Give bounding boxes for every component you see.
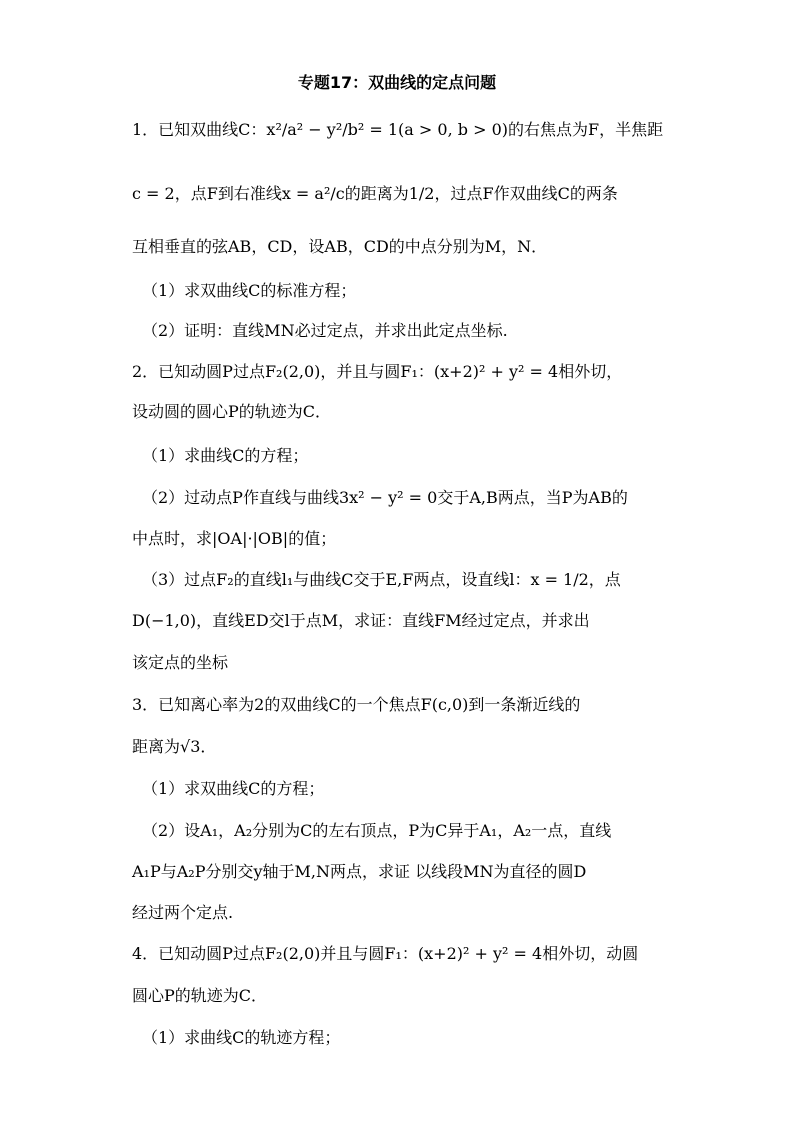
problem-2-part-3: （3）过点F₂的直线l₁与曲线C交于E,F两点，设直线l：x = 1/2，点: [142, 570, 621, 589]
problem-2-part-3-cont-1: D(−1,0)，直线ED交l于点M，求证：直线FM经过定点，并求出: [132, 611, 590, 630]
problem-3-part-1: （1）求双曲线C的方程；: [142, 779, 325, 798]
problem-3-line-2: 距离为√3．: [132, 737, 217, 756]
problem-1-line-2: c = 2，点F到右准线x = a²/c的距离为1/2，过点F作双曲线C的两条: [132, 184, 618, 203]
problem-1-line-3: 互相垂直的弦AB，CD，设AB，CD的中点分别为M，N．: [132, 237, 548, 256]
problem-2-line-1: 2．已知动圆P过点F₂(2,0)，并且与圆F₁：(x+2)² + y² = 4相外切，: [132, 362, 623, 381]
problem-3-part-2-cont-2: 经过两个定点.: [132, 903, 234, 922]
problem-2-part-1: （1）求曲线C的方程；: [142, 446, 309, 465]
problem-4-line-1: 4．已知动圆P过点F₂(2,0)并且与圆F₁：(x+2)² + y² = 4相外切，动圆: [132, 944, 639, 963]
problem-1-part-1: （1）求双曲线C的标准方程；: [142, 281, 357, 300]
problem-4-line-2: 圆心P的轨迹为C．: [132, 986, 268, 1005]
problem-3-part-2-cont-1: A₁P与A₂P分别交y轴于M,N两点，求证 以线段MN为直径的圆D: [132, 862, 587, 881]
problem-4-part-1: （1）求曲线C的轨迹方程；: [142, 1028, 341, 1047]
problem-1-part-2: （2）证明：直线MN必过定点，并求出此定点坐标.: [142, 321, 508, 340]
problem-1-line-1: 1．已知双曲线C：x²/a² − y²/b² = 1(a > 0, b > 0)的右焦点为F，半焦距: [132, 120, 664, 139]
problem-2-part-2-cont: 中点时，求|OA|·|OB|的值；: [132, 529, 337, 548]
problem-3-line-1: 3．已知离心率为2的双曲线C的一个焦点F(c,0)到一条渐近线的: [132, 695, 581, 714]
problem-2-part-2: （2）过动点P作直线与曲线3x² − y² = 0交于A,B两点，当P为AB的: [142, 488, 628, 507]
problem-3-part-2: （2）设A₁，A₂分别为C的左右顶点，P为C异于A₁，A₂一点，直线: [142, 821, 612, 840]
page-title: 专题17：双曲线的定点问题: [297, 73, 497, 92]
problem-2-line-2: 设动圆的圆心P的轨迹为C．: [132, 402, 332, 421]
problem-2-part-3-cont-2: 该定点的坐标: [132, 653, 229, 672]
